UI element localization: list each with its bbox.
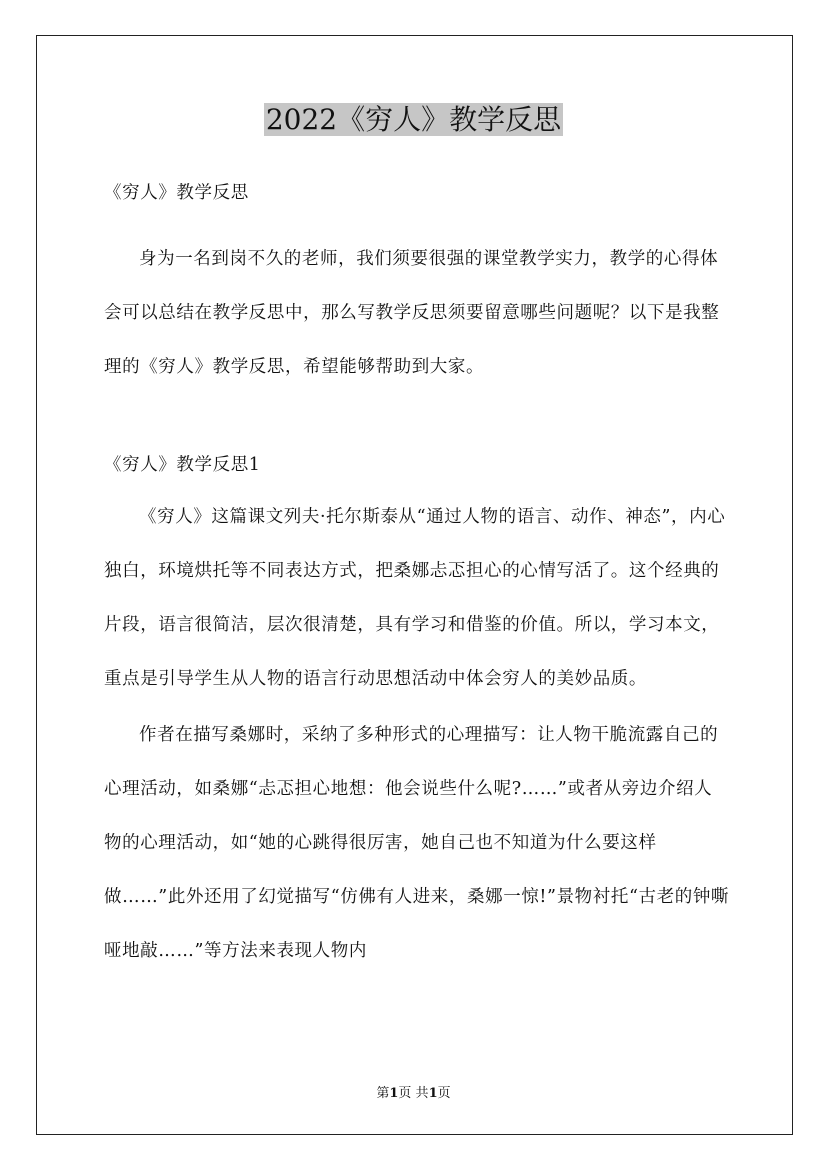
document-body [104, 176, 730, 978]
document-title-text: 2022《穷人》教学反思 [265, 103, 562, 136]
page-number-total: 1 [428, 1086, 438, 1101]
intro-paragraph: 身为一名到岗不久的老师，我们须要很强的课堂教学实力，教学的心得体会可以总结在教学反思中，那么写教学反思须要留意哪些问题呢？以下是我整理的《穷人》教学反思，希望能够帮助到大家。 [104, 249, 720, 377]
section-paragraph: 《穷人》这篇课文列夫·托尔斯泰从“通过人物的语言、动作、神态”，内心独白，环境烘托等不同表达方式，把桑娜忐忑担心的心情写活了。这个经典的片段，语言很简洁，层次很清楚，具有学习和借鉴的价值。所以，学习本文，重点是引导学生从人物的语言行动思想活动中体会穷人的美妙品质。 [104, 507, 726, 689]
page-number-suffix: 页 [437, 1086, 451, 1101]
section-heading: 《穷人》教学反思1 [104, 455, 261, 475]
page-number-middle: 页 共 [398, 1086, 429, 1101]
page-footer [0, 1085, 827, 1103]
page-number-current: 1 [389, 1086, 399, 1101]
page-number-prefix: 第 [376, 1086, 390, 1101]
document-title [0, 100, 827, 140]
section-paragraph: 作者在描写桑娜时，采纳了多种形式的心理描写：让人物干脆流露自己的心理活动，如桑娜“忐忑担心地想：他会说些什么呢?……”或者从旁边介绍人物的心理活动，如“她的心跳得很厉害，她自己也不知道为什么要这样做……”此外还用了幻觉描写“仿佛有人进来，桑娜一惊!”景物衬托“古老的钟嘶哑地敲……”等方法来表现人物内 [104, 725, 730, 961]
intro-heading: 《穷人》教学反思 [104, 183, 249, 203]
